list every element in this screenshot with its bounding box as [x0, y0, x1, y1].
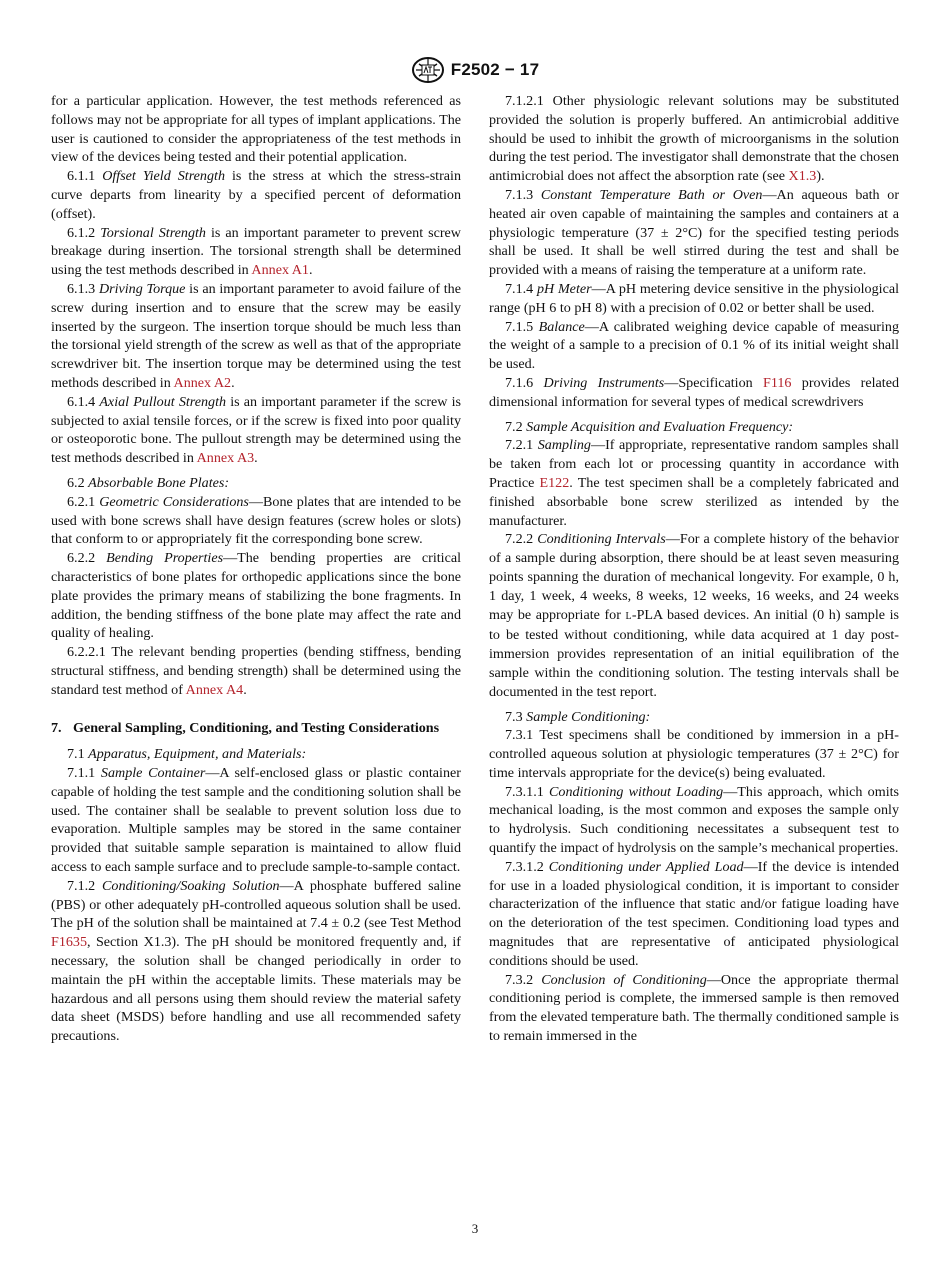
astm-logo-icon: [411, 56, 445, 84]
page-header: [0, 56, 950, 84]
right-column: [489, 92, 899, 1046]
paragraph-7-3-1-1: 7.3.1.1 Conditioning without Loading—This approach, which omits mechanical loading, is the most common and exposes the sample only to hydrolysis. Such conditioning necessitates a subsequent test to quantify the impact of hydrolysis on the sample’s mechanical properties.: [489, 783, 900, 857]
annex-a3-link[interactable]: Annex A3: [196, 450, 255, 467]
paragraph-7-1-4: 7.1.4 pH Meter—A pH metering device sensitive in the physiological range (pH 6 to pH 8) with a precision of 0.02 or better shall be used.: [489, 280, 899, 316]
f116-link[interactable]: F116: [763, 374, 792, 391]
paragraph-7-3-2: 7.3.2 Conclusion of Conditioning—Once the appropriate thermal conditioning period is complete, the immersed sample is then removed from the elevated temperature bath. The thermally conditioned sample is to remain immersed in the: [489, 971, 899, 1045]
paragraph-6-1-3: 6.1.3 Driving Torque is an important parameter to avoid failure of the screw during insertion and to ensure that the screw may be easily inserted by the surgeon. The insertion torque should be much less than the torsional yield strength of the screw as well as that of the appropriate screwdriver bit. The insertion torque may be determined using the test methods described in Annex A2.: [51, 280, 461, 391]
paragraph-7-1-2-1: 7.1.2.1 Other physiologic relevant solutions may be substituted provided the solution is properly buffered. An antimicrobial additive should be used to inhibit the growth of microorganisms in the solution during the test period. The investigator shall demonstrate that the chosen antimicrobial does not affect the absorption rate (see X1.3).: [489, 93, 899, 185]
paragraph-6-1-1: 6.1.1 Offset Yield Strength is the stress at which the stress-strain curve departs from linearity by a specified percent of deformation (offset).: [51, 168, 462, 222]
heading-7-1: 7.1 Apparatus, Equipment, and Materials:: [67, 746, 307, 763]
paragraph-intro: for a particular application. However, the test methods referenced as follows may not be appropriate for all types of implant applications. The user is cautioned to consider the appropriateness of the test methods in view of the devices being tested and their potential application.: [51, 93, 461, 166]
paragraph-7-1-2: 7.1.2 Conditioning/Soaking Solution—A phosphate buffered saline (PBS) or other adequately pH-controlled aqueous solution shall be used. The pH of the solution shall be maintained at 7.4 ± 0.2 (see Test Method F1635, Section X1.3). The pH should be monitored frequently and, if necessary, the solution shall be changed periodically in order to maintain the pH within the acceptable limits. These materials may be hazardous and all persons using them should review the material safety data sheet (MSDS) before handling and use all recommended safety precautions.: [51, 877, 462, 1045]
paragraph-6-1-2: 6.1.2 Torsional Strength is an important parameter to prevent screw breakage during insertion. The torsional strength shall be determined using the test methods described in Annex A1.: [51, 224, 461, 279]
paragraph-7-1-6: 7.1.6 Driving Instruments—Specification F116 provides related dimensional information for several types of medical screwdrivers: [489, 374, 899, 410]
left-column: [51, 92, 461, 1046]
paragraph-6-1-4: 6.1.4 Axial Pullout Strength is an important parameter if the screw is subjected to axial tensile forces, or if the screw is fixed into poor quality or osteoporotic bone. The pullout strength may be determined using the test methods described in Annex A3.: [51, 393, 461, 467]
paragraph-6-2-1: 6.2.1 Geometric Considerations—Bone plates that are intended to be used with bone screws shall have design features (screw holes or slots) that conform to or appropriately fit the corresponding bone screw.: [51, 493, 461, 548]
heading-7-3: 7.3 Sample Conditioning:: [505, 708, 651, 725]
f1635-link[interactable]: F1635: [51, 934, 88, 951]
x1-3-link[interactable]: X1.3: [788, 168, 817, 185]
paragraph-7-3-1: 7.3.1 Test specimens shall be conditioned by immersion in a pH-controlled aqueous solution at physiologic temperatures (37 ± 2°C) for time intervals appropriate for the device(s) being evaluated.: [489, 727, 899, 781]
page-number: 3: [471, 1221, 479, 1236]
annex-a2-link[interactable]: Annex A2: [173, 374, 232, 391]
annex-a4-link[interactable]: Annex A4: [185, 681, 244, 698]
heading-6-2: 6.2 Absorbable Bone Plates:: [67, 474, 230, 491]
annex-a1-link[interactable]: Annex A1: [251, 262, 309, 279]
paragraph-7-1-3: 7.1.3 Constant Temperature Bath or Oven—An aqueous bath or heated air oven capable of maintaining the samples and containers at a physiologic temperature (37 ± 2°C) for the specified testing periods shall be used. It shall be well stirred during the test and shall be provided with a means of raising the temperature at a uniform rate.: [489, 186, 900, 279]
e122-link[interactable]: E122: [539, 474, 570, 491]
paragraph-6-2-2: 6.2.2 Bending Properties—The bending properties are critical characteristics of bone plates for orthopedic applications since the bone plate provides the primary means of stabilizing the bone fragments. In addition, the bending stiffness of the bone plate may affect the rate and quality of healing.: [51, 550, 461, 642]
paragraph-7-2-1: 7.2.1 Sampling—If appropriate, representative random samples shall be taken from each lot or processing quantity in accordance with Practice E122. The test specimen shall be a completely fabricated and finished absorbable bone screw sterilized as intended by the manufacturer.: [489, 437, 899, 529]
paragraph-7-1-5: 7.1.5 Balance—A calibrated weighing device capable of measuring the weight of a sample to a precision of 0.1 % of its initial weight shall be used.: [489, 318, 899, 373]
heading-7-2: 7.2 Sample Acquisition and Evaluation Frequency:: [505, 418, 794, 435]
paragraph-7-3-1-2: 7.3.1.2 Conditioning under Applied Load—If the device is intended for use in a loaded physiological condition, it is important to consider characterization of the influence that static and/or fatigue loading have on the deterioration of the test specimen. Conditioning load types and magnitudes that are representative of anticipated physiological conditions should be used.: [489, 858, 900, 969]
standard-designation: F2502 − 17: [450, 59, 540, 79]
section-7-heading: 7. General Sampling, Conditioning, and Testing Considerations: [51, 719, 440, 736]
paragraph-7-2-2: 7.2.2 Conditioning Intervals—For a complete history of the behavior of a sample during absorption, there should be at least seven measuring points spanning the duration of mechanical longevity. For example, 0 h, 1 day, 1 week, 4 weeks, 8 weeks, 12 weeks, 16 weeks, and 24 weeks may be appropriate for L-PLA based devices. An initial (0 h) sample is to be tested without conditioning, while data acquired at 1 day post-immersion provides representation of an initial equilibration of the sample within the conditioning solution. The testing intervals shall be documented in the test report.: [489, 531, 899, 700]
paragraph-6-2-2-1: 6.2.2.1 The relevant bending properties (bending stiffness, bending structural stiffness, and bending strength) shall be determined using the standard test method of Annex A4.: [51, 644, 461, 698]
paragraph-7-1-1: 7.1.1 Sample Container—A self-enclosed glass or plastic container capable of holding the test sample and the conditioning solution shall be used. The container shall be sealable to prevent solution loss due to evaporation. Multiple samples may be stored in the same container provided that suitable sample separation is maintained to allow fluid access to each sample surface and to preclude sample-to-sample contact.: [51, 765, 461, 876]
